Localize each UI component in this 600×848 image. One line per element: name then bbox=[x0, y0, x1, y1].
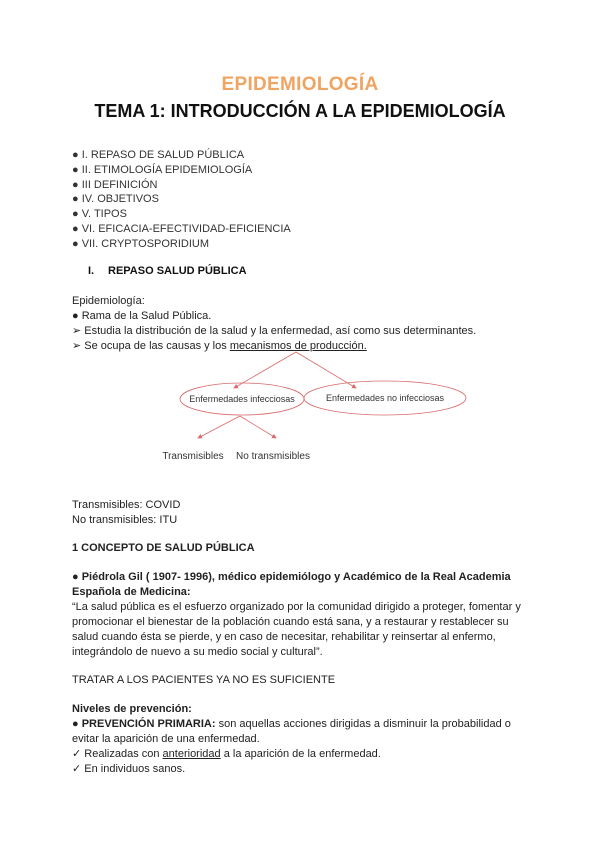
example-line: No transmisibles: ITU bbox=[72, 514, 178, 526]
diagram-arrow bbox=[240, 416, 276, 438]
author-line: Española de Medicina: bbox=[72, 586, 191, 598]
diagram-arrow bbox=[234, 352, 296, 388]
quote-line: integrándolo de nuevo a su medio social y cultural”. bbox=[72, 646, 323, 658]
epidemiology-intro: Epidemiología: bbox=[72, 295, 145, 307]
node-left-label: Enfermedades infecciosas bbox=[189, 394, 295, 404]
author-line: ● Piédrola Gil ( 1907- 1996), médico epidemiólogo y Académico de la Real Academia bbox=[72, 571, 511, 583]
toc-item: ● VII. CRYPTOSPORIDIUM bbox=[72, 237, 210, 250]
toc-item: ● I. REPASO DE SALUD PÚBLICA bbox=[72, 149, 245, 161]
concept-heading: 1 CONCEPTO DE SALUD PÚBLICA bbox=[72, 542, 255, 554]
underlined-term: mecanismos de producción. bbox=[229, 340, 367, 352]
example-line: Transmisibles: COVID bbox=[72, 499, 181, 511]
toc-item: ● IV. OBJETIVOS bbox=[72, 193, 159, 206]
toc-item: ● II. ETIMOLOGÍA EPIDEMIOLOGÍA bbox=[72, 163, 253, 176]
bullet-item: ● Rama de la Salud Pública. bbox=[72, 310, 212, 322]
prevention-item bbox=[72, 717, 511, 732]
quote-line: “La salud pública es el esfuerzo organizado por la comunidad dirigido a proteger, fomentar y bbox=[72, 601, 521, 613]
diagram-arrow bbox=[198, 416, 240, 438]
statement: TRATAR A LOS PACIENTES YA NO ES SUFICIENTE bbox=[72, 674, 336, 686]
prevention-text: son aquellas acciones dirigidas a disminuir la probabilidad o bbox=[215, 718, 511, 730]
leaf-left-label: Transmisibles bbox=[162, 451, 224, 462]
document-title: EPIDEMIOLOGÍA bbox=[221, 74, 379, 95]
prevention-label: ● PREVENCIÓN PRIMARIA: bbox=[72, 718, 216, 730]
check-item bbox=[72, 747, 381, 762]
check-item: ✓ En individuos sanos. bbox=[72, 763, 186, 775]
quote-line: promocionar el bienestar de la población cuando está sana, y a restaurar y restablecer su bbox=[72, 616, 509, 628]
document-subtitle: TEMA 1: INTRODUCCIÓN A LA EPIDEMIOLOGÍA bbox=[94, 101, 506, 121]
section-number: I. bbox=[88, 265, 95, 277]
underlined-term: anterioridad bbox=[162, 748, 221, 760]
toc-item: ● III DEFINICIÓN bbox=[72, 178, 158, 191]
leaf-right-label: No transmisibles bbox=[236, 451, 310, 462]
quote-line: salud cuando ésta se pierde, y en caso de necesitar, rehabilitar y reinsertar al enfermo, bbox=[72, 631, 496, 643]
prevention-heading: Niveles de prevención: bbox=[72, 703, 192, 715]
check-text: a la aparición de la enfermedad. bbox=[220, 748, 381, 760]
prevention-text: evitar la aparición de una enfermedad. bbox=[72, 733, 260, 745]
node-right-label: Enfermedades no infecciosas bbox=[325, 393, 445, 403]
bullet-text: ➢ Se ocupa de las causas y los bbox=[72, 340, 230, 352]
toc-item: ● V. TIPOS bbox=[72, 208, 127, 221]
toc-item: ● VI. EFICACIA-EFECTIVIDAD-EFICIENCIA bbox=[72, 222, 291, 235]
check-text: ✓ Realizadas con bbox=[72, 748, 163, 760]
bullet-item: ➢ Estudia la distribución de la salud y la enfermedad, así como sus determinantes. bbox=[72, 325, 477, 337]
section-title: REPASO SALUD PÚBLICA bbox=[108, 265, 247, 277]
